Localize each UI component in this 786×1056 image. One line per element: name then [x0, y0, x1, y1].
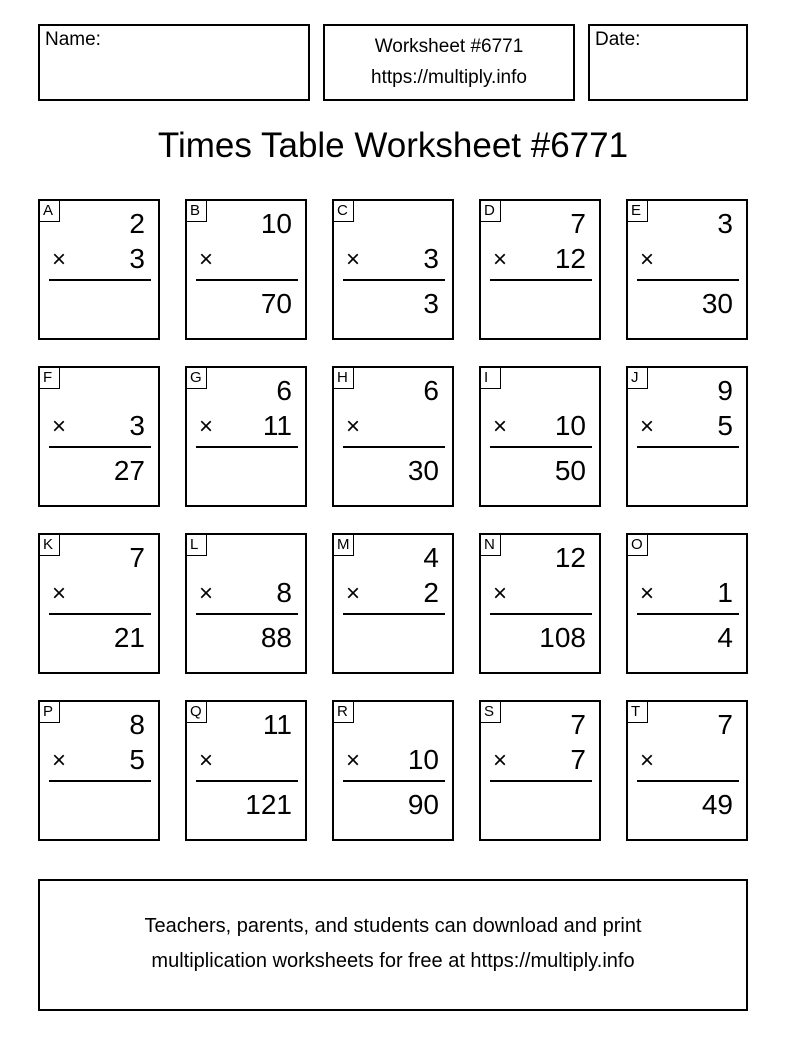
answer-rule — [196, 613, 298, 615]
problem-o — [626, 533, 748, 674]
footer-line-1: Teachers, parents, and students can download and print — [144, 915, 642, 937]
problem-m — [332, 533, 454, 674]
problem-n — [479, 533, 601, 674]
answer-value: 30 — [701, 288, 733, 319]
top-number: 4 — [423, 542, 439, 573]
problem-b — [185, 199, 307, 340]
worksheet-number: Worksheet #6771 — [374, 36, 524, 57]
bottom-number: 3 — [129, 243, 145, 274]
bottom-number: 11 — [262, 410, 292, 441]
answer-value: 90 — [407, 789, 439, 820]
problem-label: P — [39, 701, 60, 723]
times-symbol: × — [640, 580, 655, 607]
top-number: 7 — [570, 709, 586, 740]
answer-rule — [196, 279, 298, 281]
page-title: Times Table Worksheet #6771 — [157, 126, 629, 165]
times-symbol: × — [346, 413, 361, 440]
times-symbol: × — [52, 747, 67, 774]
problem-label: H — [333, 367, 354, 389]
top-number: 7 — [129, 542, 145, 573]
answer-rule — [343, 279, 445, 281]
bottom-number: 10 — [407, 744, 439, 775]
problem-label: B — [186, 200, 207, 222]
problem-a — [38, 199, 160, 340]
times-symbol: × — [199, 747, 214, 774]
problem-label: S — [480, 701, 501, 723]
date-label: Date: — [595, 29, 641, 50]
times-symbol: × — [346, 747, 361, 774]
top-number: 7 — [570, 208, 586, 239]
times-symbol: × — [640, 246, 655, 273]
problem-label: Q — [186, 701, 207, 723]
answer-value: 121 — [245, 789, 292, 820]
bottom-number: 8 — [276, 577, 292, 608]
times-symbol: × — [52, 413, 67, 440]
top-number: 7 — [717, 709, 733, 740]
top-number: 3 — [717, 208, 733, 239]
answer-rule — [637, 446, 739, 448]
answer-value: 30 — [407, 455, 439, 486]
top-number: 11 — [262, 709, 292, 740]
problem-h — [332, 366, 454, 507]
times-symbol: × — [199, 580, 214, 607]
answer-value: 70 — [260, 288, 292, 319]
answer-rule — [343, 613, 445, 615]
problem-f — [38, 366, 160, 507]
times-symbol: × — [346, 580, 361, 607]
answer-rule — [490, 279, 592, 281]
bottom-number: 5 — [717, 410, 733, 441]
times-symbol: × — [640, 413, 655, 440]
times-symbol: × — [493, 580, 508, 607]
answer-value: 88 — [260, 622, 292, 653]
problem-label: M — [333, 534, 354, 556]
times-symbol: × — [493, 246, 508, 273]
answer-rule — [490, 446, 592, 448]
answer-value: 50 — [554, 455, 586, 486]
worksheet-url: https://multiply.info — [371, 67, 527, 88]
problem-j — [626, 366, 748, 507]
answer-rule — [343, 446, 445, 448]
answer-rule — [637, 613, 739, 615]
problem-d — [479, 199, 601, 340]
bottom-number: 7 — [570, 744, 586, 775]
problem-label: J — [627, 367, 648, 389]
bottom-number: 1 — [717, 577, 733, 608]
problem-r — [332, 700, 454, 841]
answer-rule — [637, 279, 739, 281]
problem-label: R — [333, 701, 354, 723]
problem-label: O — [627, 534, 648, 556]
problem-e — [626, 199, 748, 340]
problem-label: K — [39, 534, 60, 556]
problem-p — [38, 700, 160, 841]
answer-rule — [637, 780, 739, 782]
top-number: 10 — [260, 208, 292, 239]
answer-rule — [196, 780, 298, 782]
problem-label: C — [333, 200, 354, 222]
bottom-number: 5 — [129, 744, 145, 775]
problem-label: G — [186, 367, 207, 389]
problem-label: A — [39, 200, 60, 222]
answer-rule — [490, 780, 592, 782]
problem-q — [185, 700, 307, 841]
times-symbol: × — [52, 246, 67, 273]
bottom-number: 2 — [423, 577, 439, 608]
top-number: 6 — [276, 375, 292, 406]
answer-value: 27 — [113, 455, 145, 486]
top-number: 6 — [423, 375, 439, 406]
answer-value: 3 — [423, 288, 439, 319]
footer-box — [38, 879, 748, 1011]
problem-label: I — [480, 367, 501, 389]
times-symbol: × — [346, 246, 361, 273]
problem-i — [479, 366, 601, 507]
answer-value: 21 — [113, 622, 145, 653]
times-symbol: × — [640, 747, 655, 774]
problem-t — [626, 700, 748, 841]
top-number: 12 — [554, 542, 586, 573]
answer-value: 49 — [701, 789, 733, 820]
answer-rule — [343, 780, 445, 782]
answer-value: 108 — [539, 622, 586, 653]
problem-label: F — [39, 367, 60, 389]
answer-rule — [49, 780, 151, 782]
top-number: 8 — [129, 709, 145, 740]
times-symbol: × — [199, 413, 214, 440]
problem-label: N — [480, 534, 501, 556]
bottom-number: 3 — [129, 410, 145, 441]
answer-rule — [490, 613, 592, 615]
answer-rule — [49, 446, 151, 448]
problem-g — [185, 366, 307, 507]
footer-line-2: multiplication worksheets for free at https://multiply.info — [151, 950, 635, 972]
answer-rule — [49, 279, 151, 281]
times-symbol: × — [493, 413, 508, 440]
problem-k — [38, 533, 160, 674]
bottom-number: 10 — [554, 410, 586, 441]
times-symbol: × — [493, 747, 508, 774]
problem-c — [332, 199, 454, 340]
answer-rule — [49, 613, 151, 615]
top-number: 9 — [717, 375, 733, 406]
answer-rule — [196, 446, 298, 448]
bottom-number: 12 — [554, 243, 586, 274]
problem-label: L — [186, 534, 207, 556]
problem-label: T — [627, 701, 648, 723]
problem-l — [185, 533, 307, 674]
answer-value: 4 — [717, 622, 733, 653]
name-label: Name: — [45, 29, 101, 50]
bottom-number: 3 — [423, 243, 439, 274]
problem-s — [479, 700, 601, 841]
top-number: 2 — [129, 208, 145, 239]
times-symbol: × — [52, 580, 67, 607]
problem-label: D — [480, 200, 501, 222]
times-symbol: × — [199, 246, 214, 273]
problem-label: E — [627, 200, 648, 222]
